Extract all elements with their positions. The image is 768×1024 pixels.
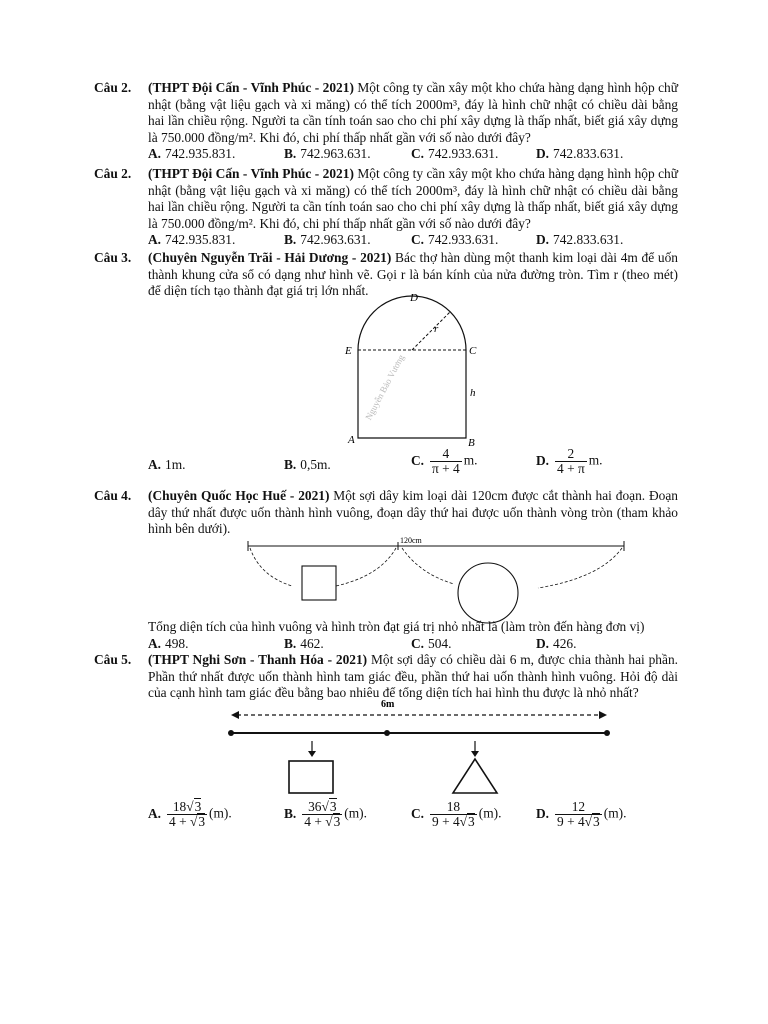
answer-options xyxy=(148,446,678,485)
window-frame-figure xyxy=(330,290,500,450)
question-source: (Chuyên Nguyễn Trãi - Hải Dương - 2021) xyxy=(148,250,392,265)
label-r: r xyxy=(434,323,439,335)
question-number: Câu 2. xyxy=(94,166,132,181)
label-c: C xyxy=(469,345,477,357)
label-d: D xyxy=(410,292,418,304)
option-a[interactable]: A. 498. xyxy=(148,635,189,651)
question-text xyxy=(148,488,678,538)
watermark: Nguyễn Bảo Vương xyxy=(363,352,407,422)
option-c[interactable]: C. 742.933.631. xyxy=(411,232,499,247)
question-text xyxy=(148,652,678,702)
option-c[interactable]: C. 504. xyxy=(411,635,452,651)
option-a[interactable]: A. $\frac{18√3}{4 + √3}$ (m). xyxy=(148,799,232,829)
option-d[interactable]: D. 742.833.631. xyxy=(536,232,624,247)
option-d[interactable]: D. 742.833.631. xyxy=(536,146,624,161)
question-source: (THPT Nghi Sơn - Thanh Hóa - 2021) xyxy=(148,652,368,667)
question-5 xyxy=(94,652,678,702)
wire-square-triangle-figure xyxy=(225,697,615,799)
question-body: Một sợi dây có chiều dài 6 m, được chia thành hai phần. Phần thứ nhất được uốn thành hình tam giác đều, phần thứ hai uốn thành hình vuông. Hỏi độ dài của cạnh hình tam giác đều bằng bao nhiêu để tổng diện tích hai hình thu được là nhỏ nhất? xyxy=(148,652,678,700)
question-body: Bác thợ hàn dùng một thanh kim loại dài 4m để uốn thành khung cửa sổ có dạng như hình vẽ. Gọi r là bán kính của nửa đường tròn. Tìm r (theo mét) để diện tích tạo thành đạt giá trị lớn nhất. xyxy=(148,250,678,298)
answer-options xyxy=(148,232,678,249)
option-b[interactable]: B. $\frac{36√3}{4 + √3}$ (m). xyxy=(284,799,367,829)
option-a[interactable]: A. 1m. xyxy=(148,457,186,472)
question-number: Câu 5. xyxy=(94,652,132,667)
option-a[interactable]: A. 742.935.831. xyxy=(148,232,236,247)
question-text-after: Tổng diện tích của hình vuông và hình tròn đạt giá trị nhỏ nhất là (làm tròn đến hàng đơn vị) xyxy=(148,619,645,634)
question-body: Một công ty cần xây một kho chứa hàng dạng hình hộp chữ nhật (bằng vật liệu gạch và xi măng) có thể tích 2000m³, đáy là hình chữ nhật có chiều dài bằng hai lần chiều rộng. Người ta cần tính toán sao cho chi phí xây dựng là thấp nhất, biết giá xây dựng là 750.000 đồng/m². Khi đó, chi phí thấp nhất gần với số nào dưới đây? xyxy=(148,80,678,145)
length-label: 6m xyxy=(381,699,395,710)
option-d[interactable]: D. 426. xyxy=(536,635,577,651)
question-number: Câu 2. xyxy=(94,80,132,95)
answer-options xyxy=(148,146,678,163)
question-source: (THPT Đội Cấn - Vĩnh Phúc - 2021) xyxy=(148,80,354,95)
question-number: Câu 3. xyxy=(94,250,132,265)
label-a: A xyxy=(348,434,355,446)
option-c[interactable]: C. $\frac{18}{9 + 4√3}$ (m). xyxy=(411,799,502,829)
option-c[interactable]: C. 742.933.631. xyxy=(411,146,499,161)
label-h: h xyxy=(470,387,476,399)
question-4 xyxy=(94,488,678,538)
question-2b xyxy=(94,166,678,249)
option-b[interactable]: B. 0,5m. xyxy=(284,457,331,472)
question-text xyxy=(148,166,678,232)
question-3-options xyxy=(94,446,678,485)
question-text xyxy=(148,80,678,146)
question-body: Một sợi dây kim loại dài 120cm được cắt thành hai đoạn. Đoạn dây thứ nhất được uốn thành hình vuông, đoạn dây thứ hai được uốn thành vòng tròn (tham khảo hình bên dưới). xyxy=(148,488,678,536)
option-b[interactable]: B. 462. xyxy=(284,635,324,651)
label-e: E xyxy=(345,345,352,357)
option-d[interactable]: D. $\frac{12}{9 + 4√3}$ (m). xyxy=(536,799,627,829)
answer-options xyxy=(148,636,678,653)
question-number: Câu 4. xyxy=(94,488,132,503)
answer-options xyxy=(148,800,678,836)
question-2a xyxy=(94,80,678,163)
option-d[interactable]: D. $\frac{2}{4 + \pi}$ m. xyxy=(536,446,603,476)
question-body: Một công ty cần xây một kho chứa hàng dạng hình hộp chữ nhật (bằng vật liệu gạch và xi măng) có thể tích 2000m³, đáy là hình chữ nhật có chiều dài bằng hai lần chiều rộng. Người ta cần tính toán sao cho chi phí xây dựng là thấp nhất, biết giá xây dựng là 750.000 đồng/m². Khi đó, chi phí thấp nhất gần với số nào dưới đây? xyxy=(148,166,678,231)
length-label: 120cm xyxy=(400,536,422,545)
option-a[interactable]: A. 742.935.831. xyxy=(148,146,236,161)
option-b[interactable]: B. 742.963.631. xyxy=(284,232,371,247)
question-5-options xyxy=(94,800,678,836)
question-source: (Chuyên Quốc Học Huế - 2021) xyxy=(148,488,330,503)
option-c[interactable]: C. $\frac{4}{\pi + 4}$ m. xyxy=(411,446,478,476)
question-4-tail xyxy=(94,619,678,653)
option-b[interactable]: B. 742.963.631. xyxy=(284,146,371,161)
label-b: B xyxy=(468,437,475,449)
wire-square-circle-figure xyxy=(240,536,630,624)
question-source: (THPT Đội Cấn - Vĩnh Phúc - 2021) xyxy=(148,166,354,181)
